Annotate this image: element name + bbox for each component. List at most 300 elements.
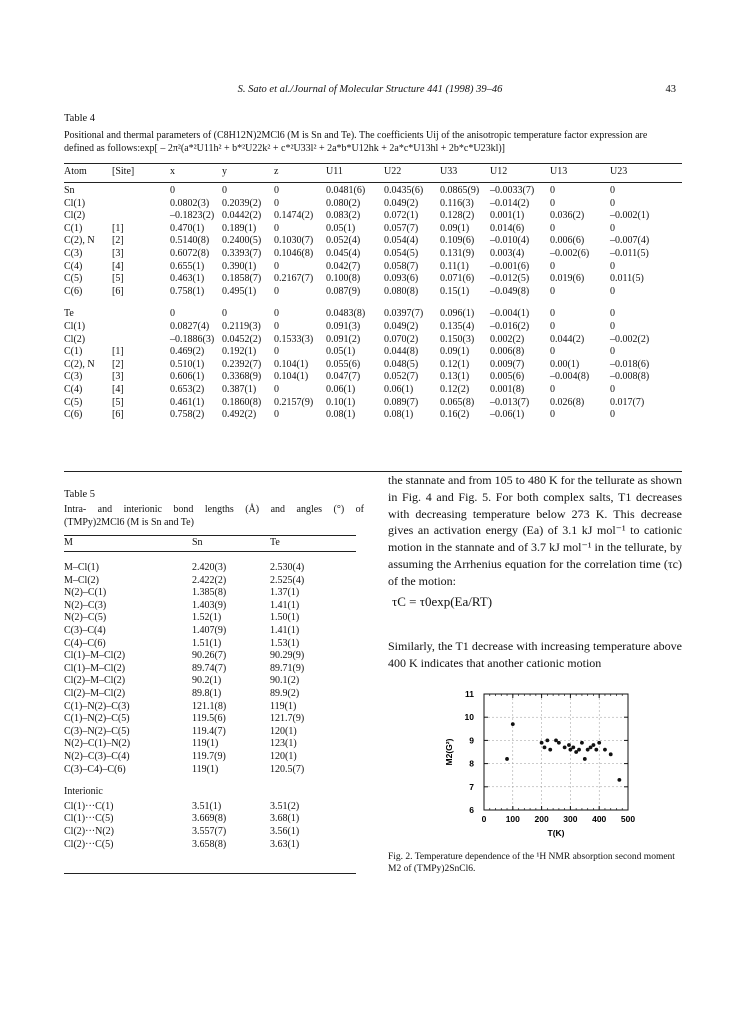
table4-cell: 0: [550, 409, 555, 421]
table4-cell: 0.606(1): [170, 371, 205, 383]
table4-cell: 0.0397(7): [384, 308, 424, 320]
data-point: [540, 741, 544, 745]
table4-cell: 0.1030(7): [274, 235, 314, 247]
table4-cell: 0.057(7): [384, 222, 419, 234]
table5-cell: 1.385(8): [192, 587, 227, 599]
table4-cell: –0.1823(2): [170, 210, 215, 222]
table4-cell: –0.018(6): [610, 358, 650, 370]
table4-cell: 0.049(2): [384, 197, 419, 209]
table4-cell: 0.104(1): [274, 358, 309, 370]
table4-cell: 0.071(6): [440, 273, 475, 285]
table4-cell: 0.052(7): [384, 371, 419, 383]
table4-cell: 0: [610, 409, 615, 421]
table4-cell: [4]: [112, 384, 124, 395]
table4-cell: 0: [274, 409, 279, 421]
table4-cell: 0.104(1): [274, 371, 309, 383]
table4-cell: 0.463(1): [170, 273, 205, 285]
table4-cell: 0.0435(6): [384, 185, 424, 196]
table5-cell: 89.74(7): [192, 662, 227, 674]
table4-cell: [2]: [112, 358, 124, 370]
table5-cell: 119(1): [192, 738, 219, 750]
table4-cell: 0: [222, 185, 227, 196]
table4-cell: 0.054(5): [384, 248, 419, 259]
table4-cell: 0.192(1): [222, 346, 257, 358]
table5-cell: Cl(1)–M–Cl(2): [64, 662, 126, 674]
table5-cell: 2.422(2): [192, 574, 227, 586]
table5-cell: 119(1): [270, 700, 297, 712]
table4-cell: 0: [170, 185, 175, 196]
table4-cell: [2]: [112, 235, 124, 247]
table4-cell: 0.091(2): [326, 333, 361, 345]
table4-cell: 0: [170, 308, 175, 320]
table4-cell: [5]: [112, 396, 124, 408]
table4-cell: C(4): [64, 384, 83, 395]
data-point: [548, 748, 552, 752]
table4-cell: 0: [274, 197, 279, 209]
table5-top-rule: [64, 535, 356, 536]
table4-cell: –0.007(4): [610, 235, 650, 247]
table5: [64, 537, 356, 877]
table4-cell: 0.2167(7): [274, 273, 314, 285]
table4-cell: 0.054(4): [384, 235, 419, 247]
table5-cell: C(3)–C4)–C(6): [64, 763, 126, 775]
body-paragraph-1: [388, 472, 682, 590]
table4-cell: 0.100(8): [326, 273, 361, 285]
data-point: [571, 745, 575, 749]
table4-cell: 0.16(2): [440, 409, 470, 421]
table4-cell: 0.1533(3): [274, 333, 314, 345]
data-point: [543, 745, 547, 749]
table5-cell: 120.5(7): [270, 763, 305, 775]
table4-cell: 0: [550, 285, 555, 297]
table4-cell: 0.042(7): [326, 260, 361, 272]
table4-cell: y: [222, 166, 227, 177]
body-paragraph-2: [388, 638, 682, 672]
table4-cell: 0: [550, 197, 555, 209]
table4-cell: 0.009(7): [490, 358, 525, 370]
table4-cell: 0.002(2): [490, 333, 525, 345]
table5-cell: 90.2(1): [192, 675, 222, 687]
table4-cell: 0.096(1): [440, 308, 475, 320]
table4-cell: 0.06(1): [326, 384, 356, 395]
table4-cell: 0.09(1): [440, 346, 470, 358]
table5-cell: Cl(1)···C(5): [64, 813, 114, 825]
table4-cell: 0.10(1): [326, 396, 356, 408]
table5-cell: C(3)–C(4): [64, 625, 106, 636]
table4-cell: C(4): [64, 260, 83, 272]
table4-cell: 0: [550, 222, 555, 234]
x-tick-label: 500: [620, 814, 636, 824]
table5-cell: 90.1(2): [270, 675, 300, 687]
table5-cell: 3.51(1): [192, 800, 222, 812]
data-point: [505, 757, 509, 761]
table4-cell: 0.003(4): [490, 248, 525, 259]
table4-cell: –0.0033(7): [490, 185, 535, 196]
table4-cell: C(2), N: [64, 235, 95, 247]
table4-cell: [4]: [112, 260, 124, 272]
table4-cell: 0.461(1): [170, 396, 205, 408]
table4-cell: 0.131(9): [440, 248, 475, 259]
y-tick-label: 10: [464, 712, 474, 723]
table4-cell: Atom: [64, 166, 87, 177]
table4-cell: 0.109(6): [440, 235, 475, 247]
table4-cell: 0.006(8): [490, 346, 525, 358]
table4-cell: 0.189(1): [222, 222, 257, 234]
x-tick-label: 100: [505, 814, 520, 824]
table4-cell: z: [274, 166, 279, 177]
data-point: [583, 757, 587, 761]
table4-cell: 0.006(6): [550, 235, 585, 247]
table4-cell: [6]: [112, 285, 124, 297]
table5-header-rule: [64, 551, 356, 552]
table4-cell: 0.091(3): [326, 321, 361, 332]
table4-cell: 0.065(8): [440, 396, 475, 408]
table4-cell: U23: [610, 166, 628, 177]
table4-cell: –0.010(4): [490, 235, 530, 247]
table4-cell: 0.049(2): [384, 321, 419, 332]
table4-cell: 0.083(2): [326, 210, 361, 222]
table4-cell: 0.470(1): [170, 222, 205, 234]
table5-cell: 119(1): [192, 763, 219, 775]
table4-cell: 0.055(6): [326, 358, 361, 370]
table4-cell: 0.045(4): [326, 248, 361, 259]
table4-cell: 0.2039(2): [222, 197, 262, 209]
table4-cell: Cl(1): [64, 321, 86, 332]
table4-cell: 0.655(1): [170, 260, 205, 272]
table4-cell: 0.09(1): [440, 222, 470, 234]
x-tick-label: 200: [534, 814, 549, 824]
table5-cell: 1.41(1): [270, 599, 300, 611]
table4-cell: 0.128(2): [440, 210, 475, 222]
table4-cell: 0: [274, 308, 279, 320]
journal-citation: S. Sato et al./Journal of Molecular Structure 441 (1998) 39–46: [237, 84, 503, 95]
table4-cell: 0.1858(7): [222, 273, 262, 285]
table5-cell: M–Cl(1): [64, 562, 99, 573]
table4-cell: 0.0442(2): [222, 210, 262, 222]
table4-cell: U12: [490, 166, 508, 177]
table4-cell: –0.002(2): [610, 333, 650, 345]
table4-cell: 0.072(1): [384, 210, 419, 222]
table5-cell: Cl(2)···C(5): [64, 838, 114, 850]
table4-cell: x: [170, 166, 175, 177]
table4-cell: 0.12(1): [440, 358, 470, 370]
table4-caption-line1: Positional and thermal parameters of (C8H12N)2MCl6 (M is Sn and Te). The coefficients Uij of the anisotropic temperature factor expression are: [64, 130, 648, 141]
table4-cell: [5]: [112, 273, 124, 285]
table4-cell: 0: [610, 285, 615, 297]
table4-cell: –0.049(8): [490, 285, 530, 297]
table4-cell: 0.1474(2): [274, 210, 314, 222]
table4-cell: 0.2119(3): [222, 321, 261, 332]
table5-cell: Cl(1)–M–Cl(2): [64, 650, 126, 662]
table4-cell: 0.05(1): [326, 222, 356, 234]
table4-cell: [1]: [112, 222, 124, 234]
table4-cell: 0.080(8): [384, 285, 419, 297]
table4-cell: –0.002(6): [550, 248, 590, 259]
table4-cell: 0: [610, 222, 615, 234]
data-point: [617, 778, 621, 782]
figure-caption: [388, 851, 688, 875]
table5-cell: 90.29(9): [270, 650, 305, 662]
table5-cell: 2.525(4): [270, 574, 305, 586]
table4-cell: C(1): [64, 346, 83, 358]
body-paragraph-2-text: Similarly, the T1 decrease with increasing temperature above 400 K indicates that another cationic motion: [388, 639, 682, 670]
table4-cell: C(3): [64, 371, 83, 383]
table5-interionic-label: Interionic: [64, 786, 103, 798]
data-point: [577, 748, 581, 752]
table5-cell: Cl(2)···N(2): [64, 826, 114, 837]
table4-cell: 0.390(1): [222, 260, 257, 272]
y-tick-label: 11: [465, 689, 474, 699]
table5-caption: [64, 488, 364, 529]
table5-caption-line1: Intra- and interionic bond lengths (Å) and angles (°) of: [64, 504, 364, 515]
y-tick-label: 9: [469, 735, 474, 746]
table4-cell: 0: [610, 185, 615, 196]
table4-cell: –0.014(2): [490, 197, 530, 209]
table4-cell: U22: [384, 166, 402, 177]
table4-cell: 0.15(1): [440, 285, 470, 297]
y-tick-label: 6: [469, 805, 474, 815]
table4-cell: 0.2400(5): [222, 235, 262, 247]
table4-cell: 0.036(2): [550, 210, 585, 222]
table4-top-rule: [64, 163, 682, 164]
table5-cell: 3.658(8): [192, 838, 227, 850]
table4-cell: 0.001(1): [490, 210, 525, 222]
table4-cell: –0.002(1): [610, 210, 650, 222]
y-tick-label: 7: [469, 781, 474, 792]
table5-cell: 1.50(1): [270, 612, 300, 624]
table4-cell: Cl(2): [64, 210, 86, 222]
table4-cell: C(6): [64, 285, 83, 297]
table4-cell: 0.3368(9): [222, 371, 262, 383]
table4-cell: 0.0865(9): [440, 185, 480, 196]
table5-cell: Cl(2)–M–Cl(2): [64, 675, 126, 687]
table4-cell: 0.469(2): [170, 346, 205, 358]
table5-bottom-rule: [64, 873, 356, 874]
table4-cell: 0: [550, 308, 555, 320]
table4-cell: 0: [274, 321, 279, 332]
table4-cell: 0.12(2): [440, 384, 470, 395]
table4-cell: 0.0483(8): [326, 308, 366, 320]
table4-cell: 0.05(1): [326, 346, 356, 358]
table4-cell: C(3): [64, 248, 83, 259]
table4-cell: C(5): [64, 273, 83, 285]
table4-cell: 0.058(7): [384, 260, 419, 272]
table4-cell: 0.653(2): [170, 384, 205, 395]
table4-cell: 0: [610, 197, 615, 209]
table5-cell: 89.8(1): [192, 688, 222, 699]
table5-cell: 119.4(7): [192, 725, 226, 737]
table4-cell: –0.012(5): [490, 273, 530, 285]
table5-cell: N(2)–C(3): [64, 599, 107, 611]
table4-cell: 0.00(1): [550, 358, 580, 370]
table5-cell: N(2)–C(3)–C(4): [64, 751, 130, 762]
table4-cell: 0.026(8): [550, 396, 585, 408]
table4-cell: [3]: [112, 248, 124, 259]
table4-cell: C(5): [64, 396, 83, 408]
table4-cell: 0.492(2): [222, 409, 257, 421]
table5-cell: 3.56(1): [270, 826, 300, 837]
table4-cell: 0.08(1): [384, 409, 414, 421]
table4-cell: U13: [550, 166, 568, 177]
data-point: [580, 741, 584, 745]
data-point: [597, 741, 601, 745]
table4-label: Table 4: [64, 113, 96, 124]
table4-cell: 0: [550, 260, 555, 272]
table5-cell: N(2)–C(1)–N(2): [64, 738, 131, 750]
table4-cell: U11: [326, 166, 343, 177]
table4-cell: [1]: [112, 346, 124, 358]
table5-cell: C(4)–C(6): [64, 637, 106, 649]
table4-cell: 0.014(6): [490, 222, 525, 234]
data-point: [557, 741, 561, 745]
data-point: [603, 748, 607, 752]
table5-cell: 2.420(3): [192, 562, 227, 573]
table5-cell: 89.71(9): [270, 662, 305, 674]
table5-cell: N(2)–C(5): [64, 612, 107, 624]
table4-cell: –0.06(1): [490, 409, 525, 421]
table5-cell: N(2)–C(1): [64, 587, 107, 599]
x-tick-label: 0: [481, 814, 487, 824]
table4-cell: C(1): [64, 222, 83, 234]
table4-cell: 0.0802(3): [170, 197, 210, 209]
table4-cell: –0.1886(3): [170, 333, 215, 345]
table4-caption: [64, 112, 684, 155]
figure-caption-text: Fig. 2. Temperature dependence of the ¹H NMR absorption second moment M2 of (TMPy)2SnCl6.: [388, 852, 675, 874]
table4-cell: –0.011(5): [610, 248, 649, 259]
data-point: [594, 748, 598, 752]
table5-cell: Te: [270, 537, 280, 548]
table5-cell: 121.1(8): [192, 700, 227, 712]
table4-cell: 0.13(1): [440, 371, 470, 383]
table4-cell: [6]: [112, 409, 124, 421]
table5-cell: 120(1): [270, 751, 297, 762]
data-point: [545, 739, 549, 743]
table4-cell: –0.013(7): [490, 396, 530, 408]
table4: [64, 166, 682, 496]
equation-text: τC = τ0exp(Ea/RT): [392, 594, 493, 609]
table4-cell: 0.11(1): [440, 260, 469, 272]
table5-cell: 2.530(4): [270, 562, 305, 573]
m2-temperature-chart: [388, 688, 688, 838]
table5-cell: 3.557(7): [192, 826, 227, 837]
table4-cell: –0.004(8): [550, 371, 590, 383]
table4-cell: 0: [550, 185, 555, 196]
data-point: [563, 745, 567, 749]
arrhenius-equation: [392, 594, 492, 610]
table4-cell: 0.2392(7): [222, 358, 262, 370]
table4-cell: 0.019(6): [550, 273, 585, 285]
table4-cell: 0.011(5): [610, 273, 644, 285]
table5-cell: 123(1): [270, 738, 297, 750]
y-axis-label: M2(G²): [444, 738, 454, 766]
table4-cell: 0: [274, 346, 279, 358]
table5-cell: 1.53(1): [270, 637, 300, 649]
table5-cell: 1.52(1): [192, 612, 222, 624]
table4-cell: 0.387(1): [222, 384, 257, 395]
x-tick-label: 400: [592, 814, 607, 824]
table4-cell: 0.0452(2): [222, 333, 262, 345]
table4-cell: 0.3393(7): [222, 248, 262, 259]
table4-cell: 0: [610, 260, 615, 272]
table4-cell: Te: [64, 308, 74, 320]
x-tick-label: 300: [563, 814, 578, 824]
table4-cell: 0.047(7): [326, 371, 361, 383]
table4-cell: 0.005(6): [490, 371, 525, 383]
table4-cell: 0.135(4): [440, 321, 475, 332]
table4-cell: 0: [274, 222, 279, 234]
table4-cell: 0.052(4): [326, 235, 361, 247]
table4-cell: 0.070(2): [384, 333, 419, 345]
table4-cell: 0.080(2): [326, 197, 361, 209]
table5-cell: 1.41(1): [270, 625, 300, 636]
table4-cell: 0.093(6): [384, 273, 419, 285]
table5-cell: 3.63(1): [270, 838, 300, 850]
table5-cell: Cl(1)···C(1): [64, 800, 114, 812]
table4-cell: [3]: [112, 371, 124, 383]
table5-label: Table 5: [64, 489, 96, 500]
table4-cell: 0.510(1): [170, 358, 205, 370]
table4-cell: Cl(2): [64, 333, 86, 345]
table4-cell: 0.087(9): [326, 285, 361, 297]
plot-frame: [484, 694, 628, 810]
table4-cell: 0.2157(9): [274, 396, 314, 408]
table4-cell: 0: [222, 308, 227, 320]
data-point: [609, 752, 613, 756]
table4-cell: 0.116(3): [440, 197, 474, 209]
table4-cell: U33: [440, 166, 458, 177]
table5-cell: 3.669(8): [192, 813, 227, 825]
table5-cell: 120(1): [270, 725, 297, 737]
data-point: [511, 722, 515, 726]
table5-cell: 1.403(9): [192, 599, 227, 611]
table4-cell: [Site]: [112, 166, 135, 177]
table4-cell: 0: [550, 321, 555, 332]
table4-cell: 0: [274, 384, 279, 395]
table4-cell: 0.1046(8): [274, 248, 314, 259]
table4-cell: –0.016(2): [490, 321, 530, 332]
table5-cell: C(3)–N(2)–C(5): [64, 725, 130, 737]
table4-cell: 0: [274, 285, 279, 297]
table4-cell: 0: [610, 346, 615, 358]
y-tick-label: 8: [469, 758, 474, 769]
table4-cell: 0: [550, 384, 555, 395]
table5-cell: 119.7(9): [192, 751, 226, 762]
table5-cell: 1.37(1): [270, 587, 300, 599]
data-point: [567, 743, 571, 747]
table4-cell: 0.150(3): [440, 333, 475, 345]
table4-cell: 0.5140(8): [170, 235, 210, 247]
table4-cell: 0.495(1): [222, 285, 257, 297]
table5-cell: 3.68(1): [270, 813, 300, 825]
table4-cell: 0: [610, 384, 615, 395]
table4-cell: 0.044(8): [384, 346, 419, 358]
table4-cell: 0: [550, 346, 555, 358]
table5-cell: 119.5(6): [192, 713, 226, 725]
x-axis-label: T(K): [547, 828, 565, 838]
table4-cell: 0.1860(8): [222, 396, 262, 408]
table4-cell: Cl(1): [64, 197, 86, 209]
table4-cell: Sn: [64, 185, 75, 196]
table5-cell: 1.407(9): [192, 625, 227, 636]
table5-cell: Cl(2)–M–Cl(2): [64, 688, 126, 699]
table4-cell: 0.089(7): [384, 396, 419, 408]
table4-cell: 0: [274, 260, 279, 272]
table4-cell: –0.008(8): [610, 371, 650, 383]
table4-cell: 0: [274, 185, 279, 196]
table4-cell: 0.08(1): [326, 409, 356, 421]
table4-cell: 0: [610, 308, 615, 320]
table5-caption-line2: (TMPy)2MCl6 (M is Sn and Te): [64, 517, 194, 528]
